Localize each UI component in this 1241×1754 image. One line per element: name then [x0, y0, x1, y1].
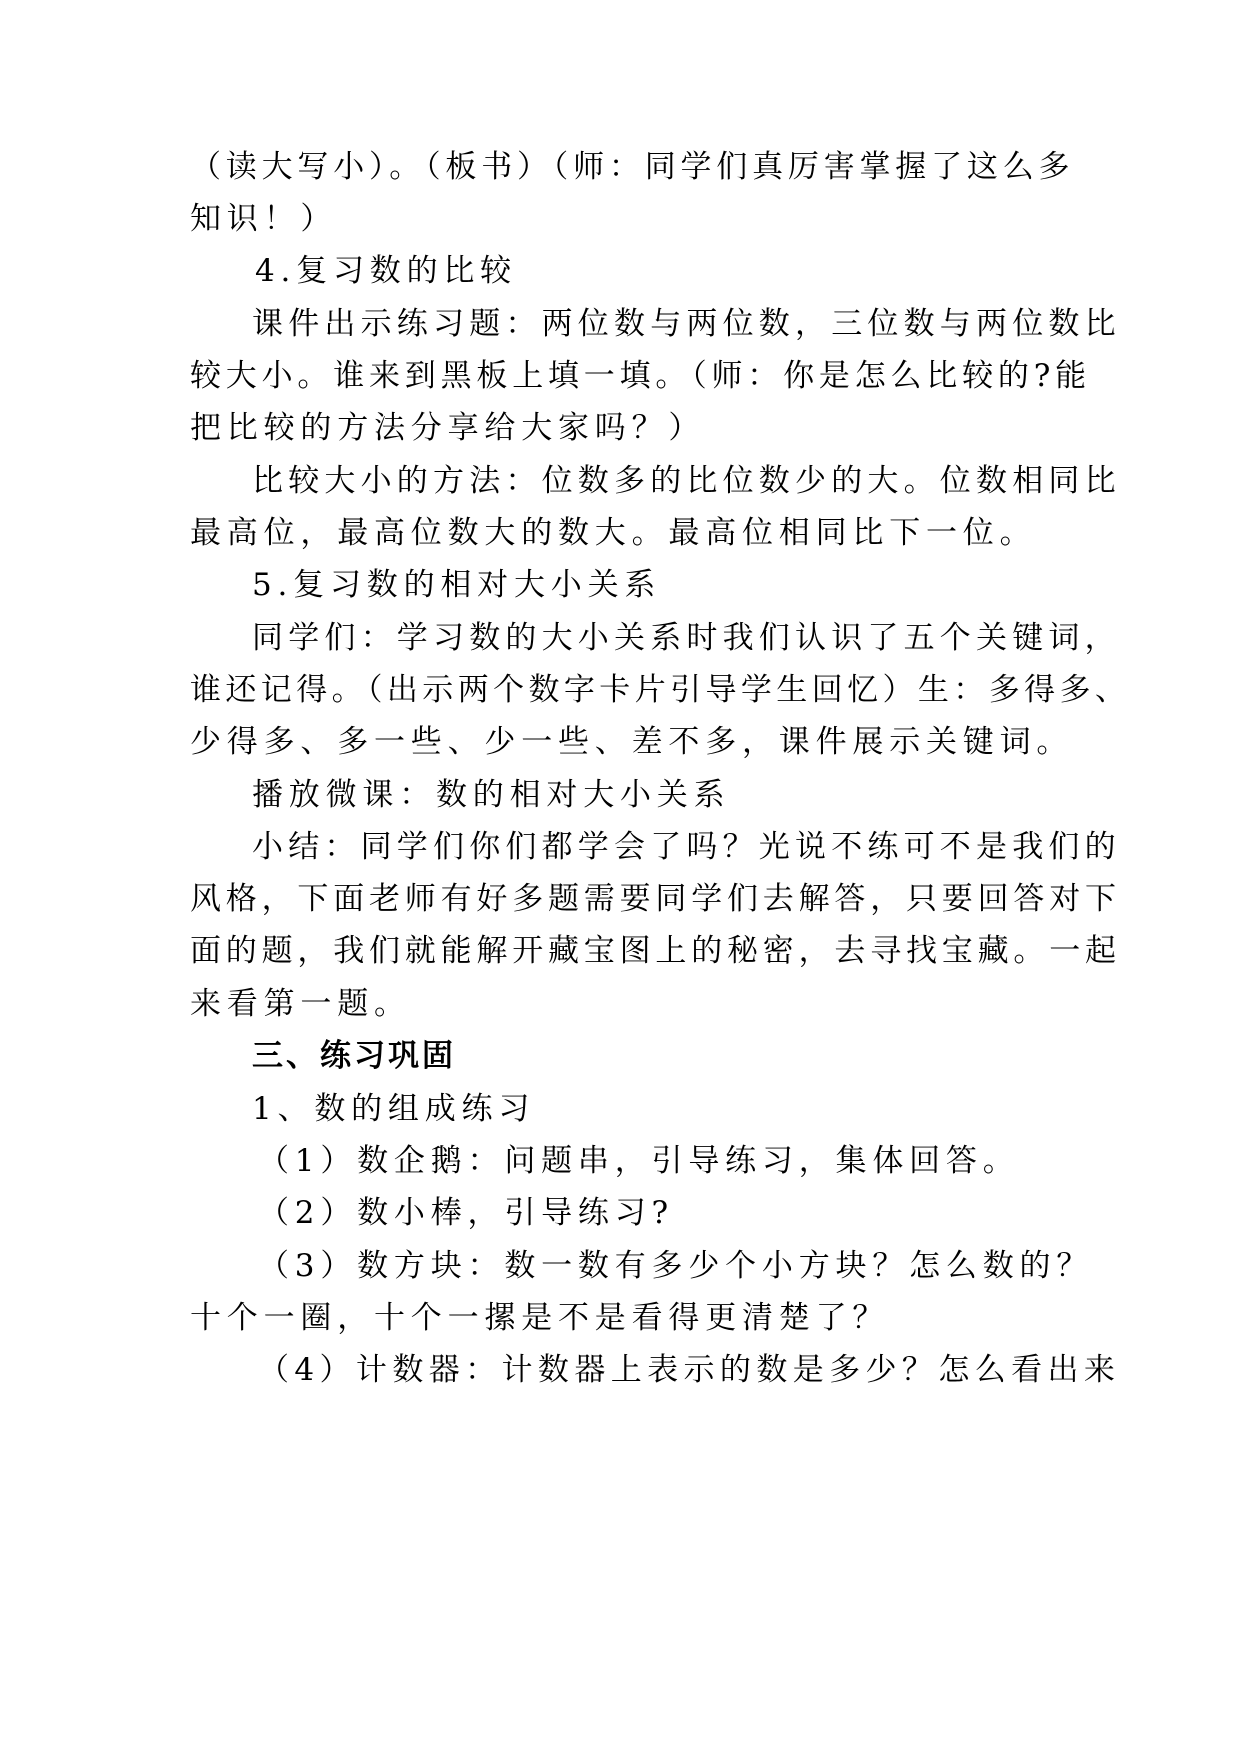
- text-line-13: 播放微课：数的相对大小关系: [252, 777, 731, 813]
- subheading-1: 1、数的组成练习: [252, 1091, 536, 1127]
- text-line-17: 来看第一题。: [190, 986, 411, 1022]
- text-line-5: 较大小。谁来到黑板上填一填。（师：你是怎么比较的?能: [190, 358, 1091, 394]
- text-line-7: 比较大小的方法：位数多的比位数少的大。位数相同比: [252, 463, 1121, 499]
- exercise-item-2: （2）数小棒，引导练习?: [258, 1195, 674, 1231]
- text-line-14: 小结：同学们你们都学会了吗？光说不练可不是我们的: [252, 829, 1121, 865]
- text-line-2: 知识！）: [190, 201, 338, 237]
- text-line-23: 十个一圈，十个一摞是不是看得更清楚了？: [190, 1300, 890, 1336]
- text-line-10: 同学们：学习数的大小关系时我们认识了五个关键词，: [252, 620, 1121, 656]
- text-line-4: 课件出示练习题：两位数与两位数，三位数与两位数比: [252, 306, 1121, 342]
- text-line-11: 谁还记得。（出示两个数字卡片引导学生回忆）生：多得多、: [190, 672, 1131, 708]
- text-line-1: （读大写小）。（板书）（师：同学们真厉害掌握了这么多: [190, 149, 1075, 185]
- exercise-item-3: （3）数方块：数一数有多少个小方块？怎么数的？: [258, 1248, 1094, 1284]
- section-title-3: 三、练习巩固: [252, 1038, 456, 1074]
- exercise-item-4: （4）计数器：计数器上表示的数是多少？怎么看出来: [258, 1352, 1121, 1388]
- section-heading-5: 5.复习数的相对大小关系: [252, 567, 662, 603]
- text-line-8: 最高位，最高位数大的数大。最高位相同比下一位。: [190, 515, 1037, 551]
- text-line-15: 风格，下面老师有好多题需要同学们去解答，只要回答对下: [190, 881, 1121, 917]
- text-line-12: 少得多、多一些、少一些、差不多，课件展示关键词。: [190, 724, 1074, 760]
- text-line-16: 面的题，我们就能解开藏宝图上的秘密，去寻找宝藏。一起: [190, 933, 1121, 969]
- text-line-6: 把比较的方法分享给大家吗？）: [190, 410, 706, 446]
- section-heading-4: 4.复习数的比较: [255, 253, 517, 289]
- exercise-item-1: （1）数企鹅：问题串，引导练习，集体回答。: [258, 1143, 1020, 1179]
